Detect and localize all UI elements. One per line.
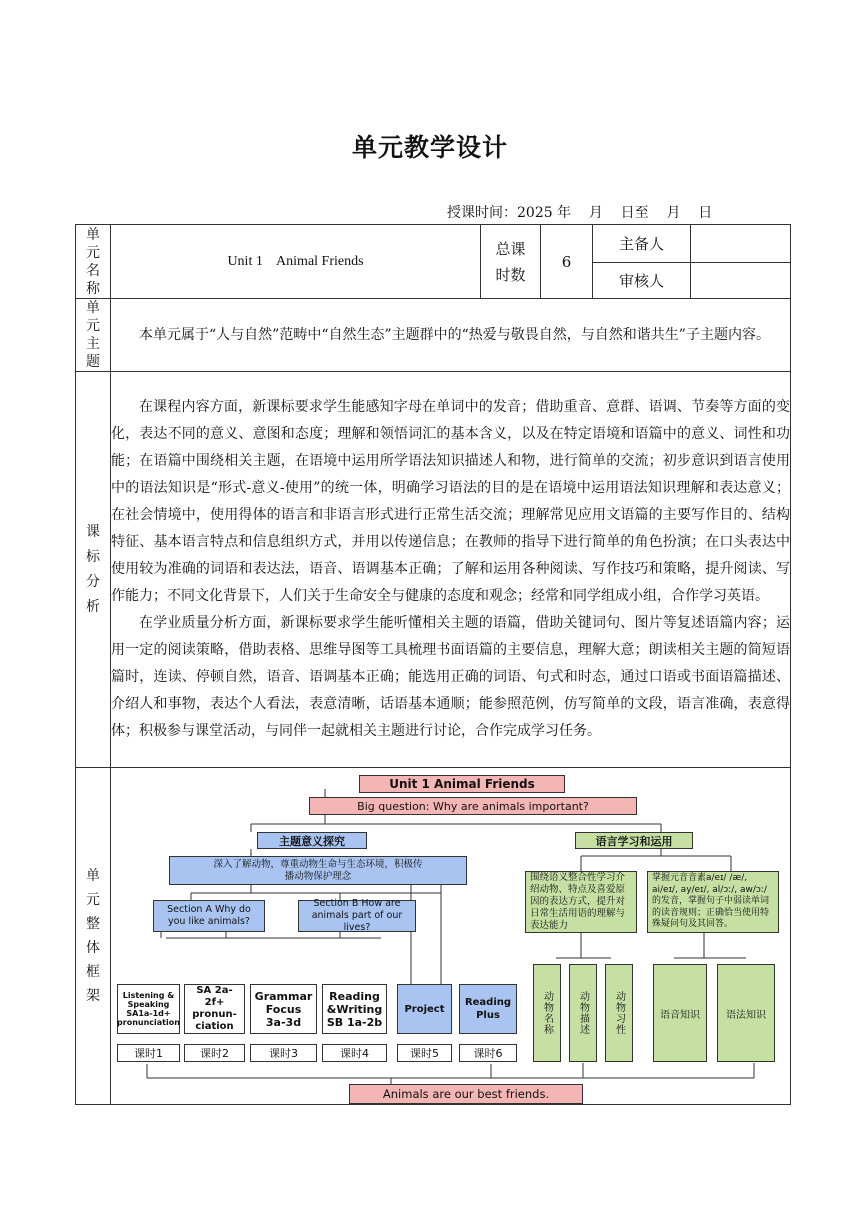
- total-hours-label: 总课 时数: [481, 225, 541, 299]
- green-small-3: 动物习性: [605, 964, 633, 1062]
- lesson-2-box: SA 2a-2f+ pronun-ciation: [184, 984, 245, 1034]
- reviewer-label: 审核人: [593, 263, 691, 299]
- reviewer-value[interactable]: [691, 263, 791, 299]
- framework-diagram: [111, 768, 790, 1103]
- lesson-2-label: 课时2: [184, 1044, 245, 1062]
- lesson-5-label: 课时5: [397, 1044, 452, 1062]
- green-small-2: 动物描述: [569, 964, 597, 1062]
- green-knowledge-2: 语法知识: [717, 964, 775, 1062]
- lesson-6-box: Reading Plus: [459, 984, 517, 1034]
- lesson-3-box: Grammar Focus 3a-3d: [250, 984, 317, 1034]
- conclusion-box: Animals are our best friends.: [349, 1084, 583, 1104]
- analysis-paragraph-2: 在学业质量分析方面，新课标要求学生能听懂相关主题的语篇，借助关键词句、图片等复述语篇内容；运用一定的阅读策略，借助表格、思维导图等工具梳理书面语篇的主要信息，理解大意；朗读相关主题的简短语篇时，连读、停顿自然，语音、语调基本正确；能选用正确的词语、句式和时态，通过口语或书面语篇描述、介绍人和事物，表达个人看法，表意清晰，话语基本通顺；能参照范例，仿写简单的文段，语言准确，表意得体；积极参与课堂活动，与同伴一起就相关主题进行讨论，合作完成学习任务。: [111, 615, 790, 739]
- section-b-box: Section B How are animals part of our lives?: [298, 900, 416, 932]
- analysis-text: [111, 372, 791, 768]
- teaching-date: 授课时间：2025 年 月 日至 月 日: [447, 205, 713, 221]
- framework-cell: [111, 768, 791, 1105]
- big-question-box: Big question: Why are animals important?: [309, 797, 637, 815]
- green-left-box: 围绕语义整合性学习介绍动物、特点及喜爱原因的表达方式，提升对日常生活用语的理解与表达能力: [525, 871, 637, 933]
- lesson-4-box: Reading &Writing SB 1a-2b: [322, 984, 387, 1034]
- lesson-1-label: 课时1: [117, 1044, 180, 1062]
- total-hours-value: 6: [541, 225, 593, 299]
- theme-text: 本单元属于“人与自然”范畴中“自然生态”主题群中的“热爱与敬畏自然，与自然和谐共生”子主题内容。: [111, 299, 791, 372]
- framework-label: 单 元 整 体 框 架: [76, 768, 111, 1105]
- right-branch-box: 语言学习和运用: [575, 832, 693, 849]
- analysis-label: 课 标 分 析: [76, 372, 111, 768]
- analysis-paragraph-1: 在课程内容方面，新课标要求学生能感知字母在单词中的发音；借助重音、意群、语调、节奏等方面的变化，表达不同的意义、意图和态度；理解和领悟词汇的基本含义，以及在特定语境和语篇中的意义、词性和功能；在语篇中围绕相关主题，在语境中运用所学语法知识描述人和物，进行简单的交流；初步意识到语言使用中的语法知识是“形式-意义-使用”的统一体，明确学习语法的目的是在语境中运用语法知识理解和表达意义；在社会情境中，使用得体的语言和非语言形式进行正常生活交流；理解常见应用文语篇的主要写作目的、结构特征、基本语言特点和信息组织方式，并用以传递信息；在教师的指导下进行简单的角色扮演；在口头表达中使用较为准确的词语和表达法，语音、语调基本正确；了解和运用各种阅读、写作技巧和策略，提升阅读、写作能力；不同文化背景下，人们关于生命安全与健康的态度和观念；经常和同学组成小组，合作学习英语。: [111, 399, 790, 604]
- lesson-3-label: 课时3: [250, 1044, 317, 1062]
- lesson-4-label: 课时4: [322, 1044, 387, 1062]
- unit-title-box: Unit 1 Animal Friends: [359, 775, 565, 793]
- lesson-5-box: Project: [397, 984, 452, 1034]
- preparer-label: 主备人: [593, 225, 691, 263]
- left-goal-box: 深入了解动物，尊重动物生命与生态环境，积极传播动物保护理念: [169, 856, 467, 885]
- design-table: [75, 224, 791, 1105]
- section-a-box: Section A Why do you like animals?: [153, 900, 265, 932]
- lesson-1-box: Listening & Speaking SA1a-1d+ pronunciation: [117, 984, 180, 1034]
- green-knowledge-1: 语音知识: [653, 964, 707, 1062]
- unit-name-value: Unit 1 Animal Friends: [111, 225, 481, 299]
- green-small-1: 动物名称: [533, 964, 561, 1062]
- preparer-value[interactable]: [691, 225, 791, 263]
- unit-name-label: 单 元 名 称: [76, 225, 111, 299]
- theme-label: 单 元 主 题: [76, 299, 111, 372]
- green-right-box: 掌握元音音素a/eɪ/ /æ/, ai/eɪ/, ay/eɪ/, al/ɔː/, aw/ɔː/的发音，掌握句子中弱读单词的读音规则；正确恰当使用特殊疑问句及其回答。: [647, 871, 779, 933]
- page-title: 单元教学设计: [351, 133, 508, 162]
- lesson-6-label: 课时6: [459, 1044, 517, 1062]
- left-branch-box: 主题意义探究: [257, 832, 367, 849]
